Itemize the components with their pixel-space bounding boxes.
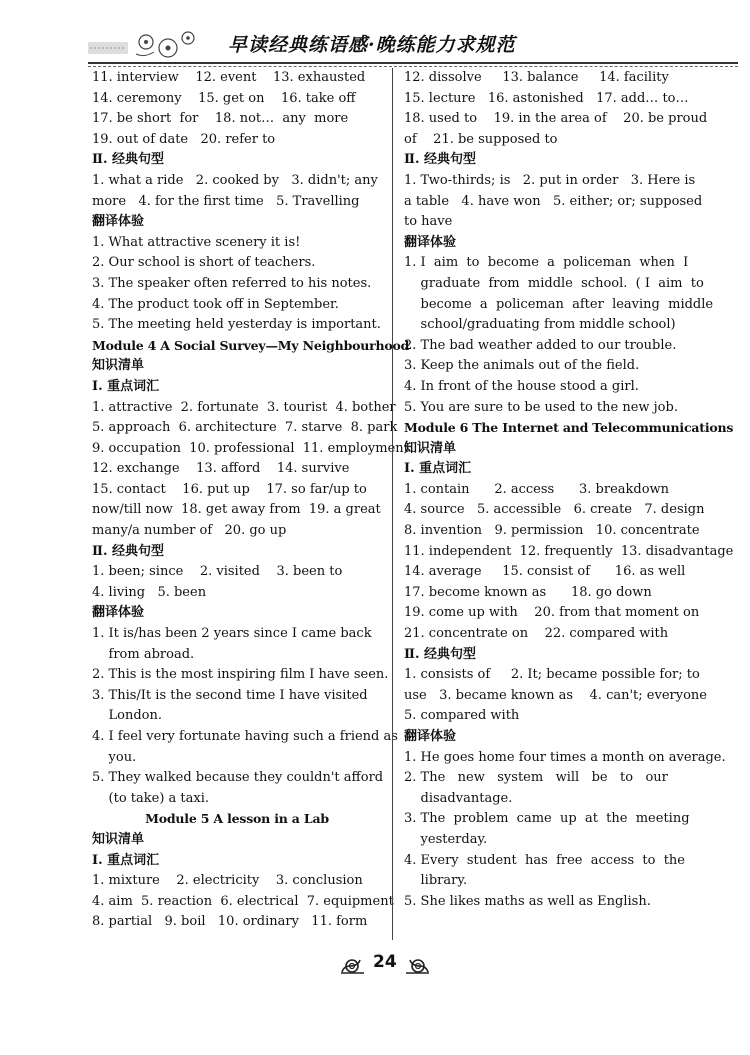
text-line: 19. come up with 20. from that moment on bbox=[404, 605, 700, 621]
text-line: Module 4 A Social Survey—My Neighbourhood bbox=[92, 337, 410, 353]
text-line: 11. interview 12. event 13. exhausted bbox=[92, 70, 366, 85]
text-line: 1. contain 2. access 3. breakdown bbox=[404, 481, 670, 497]
text-line: Ⅱ. 经典句型 bbox=[404, 646, 477, 662]
text-line: 3. Keep the animals out of the field. bbox=[404, 358, 640, 374]
text-line: 15. lecture 16. astonished 17. add… to… bbox=[404, 90, 689, 106]
text-line: 5. The meeting held yesterday is important. bbox=[92, 317, 381, 333]
text-line: 翻译体验 bbox=[92, 605, 145, 621]
text-line: 5. approach 6. architecture 7. starve 8. park bbox=[92, 420, 398, 436]
text-line: 1. He goes home four times a month on average. bbox=[404, 749, 726, 765]
left-column bbox=[92, 68, 410, 933]
text-line: 5. compared with bbox=[404, 708, 520, 724]
text-line: disadvantage. bbox=[404, 790, 513, 806]
header-dashed-rule bbox=[88, 66, 738, 67]
text-line: Ⅱ. 经典句型 bbox=[404, 152, 477, 168]
text-line: library. bbox=[404, 873, 468, 889]
text-line: 4. I feel very fortunate having such a friend as bbox=[92, 729, 398, 744]
text-line: 9. occupation 10. professional 11. employment bbox=[92, 440, 409, 456]
text-line: Module 5 A lesson in a Lab bbox=[145, 811, 329, 827]
text-line: 17. be short for 18. not… any more bbox=[92, 111, 349, 127]
page-footer bbox=[0, 948, 750, 978]
text-line: a table 4. have won 5. either; or; supposed bbox=[404, 193, 703, 209]
text-line: 1. mixture 2. electricity 3. conclusion bbox=[92, 873, 363, 889]
text-line: Ⅱ. 经典句型 bbox=[92, 543, 165, 559]
text-line: 1. been; since 2. visited 3. been to bbox=[92, 564, 343, 580]
right-column bbox=[404, 68, 734, 912]
text-line: more 4. for the first time 5. Travelling bbox=[92, 193, 360, 209]
text-line: Ⅱ. 经典句型 bbox=[92, 152, 165, 168]
snail-icon bbox=[340, 956, 366, 974]
text-line: 19. out of date 20. refer to bbox=[92, 131, 276, 147]
text-line: 14. average 15. consist of 16. as well bbox=[404, 564, 686, 580]
text-line: 知识清单 bbox=[404, 440, 457, 456]
header-rule bbox=[88, 62, 738, 64]
text-line: to have bbox=[404, 214, 453, 230]
text-line: 2. The bad weather added to our trouble. bbox=[404, 337, 677, 353]
text-line: 12. dissolve 13. balance 14. facility bbox=[404, 70, 669, 85]
text-line: Ⅰ. 重点词汇 bbox=[92, 378, 160, 394]
text-line: (to take) a taxi. bbox=[92, 790, 210, 806]
page-number: 24 bbox=[373, 952, 397, 972]
text-line: 5. She likes maths as well as English. bbox=[404, 893, 651, 909]
text-line: 1. consists of 2. It; became possible for; to bbox=[404, 667, 700, 683]
text-line: Ⅰ. 重点词汇 bbox=[404, 461, 472, 477]
text-line: 17. become known as 18. go down bbox=[404, 584, 652, 600]
text-line: 1. attractive 2. fortunate 3. tourist 4. bother bbox=[92, 399, 396, 415]
column-divider bbox=[392, 68, 393, 940]
text-line: school/graduating from middle school) bbox=[404, 317, 676, 333]
text-line: 2. This is the most inspiring film I have seen. bbox=[92, 667, 389, 683]
text-line: 翻译体验 bbox=[404, 234, 457, 250]
text-line: 知识清单 bbox=[92, 358, 145, 374]
text-line: graduate from middle school. ( I aim to bbox=[404, 275, 704, 291]
text-line: London. bbox=[92, 708, 163, 724]
text-line: 5. They walked because they couldn't afford bbox=[92, 770, 384, 786]
text-line: 3. The speaker often referred to his notes. bbox=[92, 275, 372, 291]
text-line: 4. In front of the house stood a girl. bbox=[404, 378, 639, 394]
text-line: of 21. be supposed to bbox=[404, 131, 558, 147]
text-line: 15. contact 16. put up 17. so far/up to bbox=[92, 481, 367, 497]
text-line: 4. aim 5. reaction 6. electrical 7. equipment bbox=[92, 893, 394, 909]
text-line: 2. Our school is short of teachers. bbox=[92, 255, 316, 271]
text-line: 4. source 5. accessible 6. create 7. design bbox=[404, 502, 705, 518]
page-header bbox=[0, 0, 750, 68]
text-line: 1. It is/has been 2 years since I came back bbox=[92, 626, 372, 642]
text-line: 4. The product took off in September. bbox=[92, 296, 339, 312]
text-line: 2. The new system will be to our bbox=[404, 770, 668, 786]
text-line: 翻译体验 bbox=[404, 729, 457, 744]
text-line: 8. partial 9. boil 10. ordinary 11. form bbox=[92, 914, 368, 930]
text-line: 14. ceremony 15. get on 16. take off bbox=[92, 90, 356, 106]
text-line: 3. This/It is the second time I have visited bbox=[92, 687, 368, 703]
text-line: Ⅰ. 重点词汇 bbox=[92, 852, 160, 868]
text-line: from abroad. bbox=[92, 646, 195, 662]
text-line: 1. What attractive scenery it is! bbox=[92, 234, 301, 250]
text-line: 1. Two-thirds; is 2. put in order 3. Here is bbox=[404, 172, 696, 188]
text-line: 12. exchange 13. afford 14. survive bbox=[92, 461, 350, 477]
text-line: 1. I aim to become a policeman when I bbox=[404, 255, 689, 271]
text-line: now/till now 18. get away from 19. a great bbox=[92, 502, 381, 518]
text-line: Module 6 The Internet and Telecommunications bbox=[404, 420, 734, 436]
text-line: many/a number of 20. go up bbox=[92, 523, 287, 539]
text-line: 4. living 5. been bbox=[92, 584, 207, 600]
text-line: 18. used to 19. in the area of 20. be proud bbox=[404, 111, 708, 127]
page-title: 早读经典练语感·晚练能力求规范 bbox=[228, 34, 516, 56]
text-line: you. bbox=[92, 749, 137, 765]
snail-icon bbox=[404, 956, 430, 974]
text-line: 翻译体验 bbox=[92, 214, 145, 230]
text-line: 11. independent 12. frequently 13. disadvantage bbox=[404, 543, 734, 559]
text-line: 知识清单 bbox=[92, 831, 145, 847]
text-line: 1. what a ride 2. cooked by 3. didn't; any bbox=[92, 172, 378, 188]
text-line: 8. invention 9. permission 10. concentrate bbox=[404, 523, 700, 539]
text-line: yesterday. bbox=[404, 831, 488, 847]
text-line: 4. Every student has free access to the bbox=[404, 852, 685, 868]
text-line: 3. The problem came up at the meeting bbox=[404, 811, 690, 827]
flower-decoration-icon bbox=[88, 28, 208, 64]
text-line: 21. concentrate on 22. compared with bbox=[404, 626, 669, 642]
text-line: become a policeman after leaving middle bbox=[404, 296, 714, 312]
text-line: 5. You are sure to be used to the new job. bbox=[404, 399, 678, 415]
text-line: use 3. became known as 4. can't; everyone bbox=[404, 687, 707, 703]
